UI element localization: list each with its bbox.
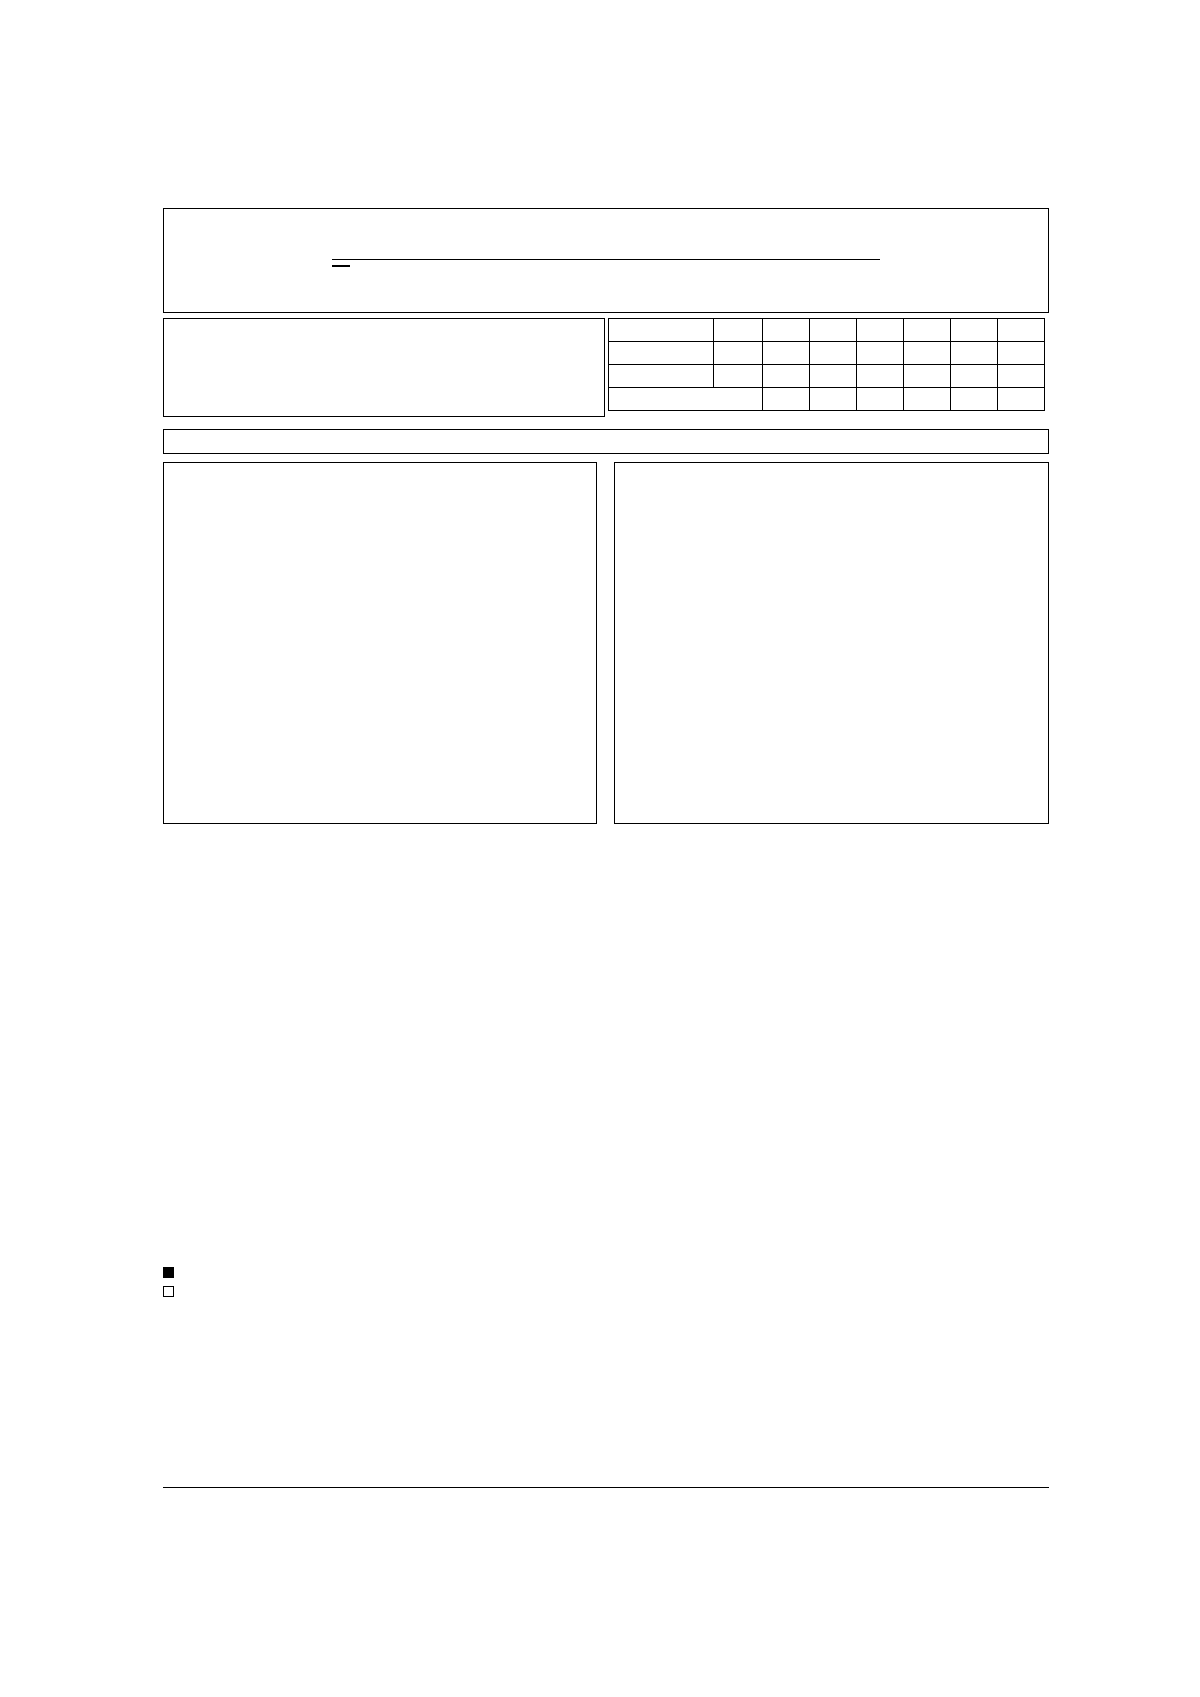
doc-code bbox=[332, 265, 350, 267]
set-duration-2 bbox=[810, 388, 857, 411]
score-header-set4 bbox=[904, 319, 951, 342]
score-row-team-b bbox=[609, 365, 1045, 388]
score-team-a-set1 bbox=[763, 342, 810, 365]
team-a-box bbox=[163, 462, 597, 824]
score-team-b-name bbox=[609, 365, 714, 388]
info-row-hall bbox=[168, 368, 600, 390]
info-row-city bbox=[168, 345, 600, 367]
score-row-team-a bbox=[609, 342, 1045, 365]
score-table bbox=[608, 318, 1045, 411]
set-duration-4 bbox=[904, 388, 951, 411]
set-duration-5 bbox=[951, 388, 998, 411]
team-b-box bbox=[614, 462, 1049, 824]
score-team-b-set5 bbox=[951, 365, 998, 388]
score-team-a-set2 bbox=[810, 342, 857, 365]
score-header-teams bbox=[609, 319, 714, 342]
referees-box bbox=[163, 429, 1049, 454]
empty-square-icon bbox=[163, 1286, 174, 1297]
set-duration-1 bbox=[763, 388, 810, 411]
score-team-a-sets bbox=[714, 342, 763, 365]
score-team-a-total bbox=[998, 342, 1045, 365]
score-header-total bbox=[998, 319, 1045, 342]
filled-square-icon bbox=[163, 1267, 174, 1278]
legend-substitute-icon bbox=[163, 1281, 177, 1300]
header-box bbox=[163, 208, 1049, 313]
legend-starting-icon bbox=[163, 1262, 177, 1281]
score-header-set1 bbox=[763, 319, 810, 342]
score-team-b-sets bbox=[714, 365, 763, 388]
score-team-b-total bbox=[998, 365, 1045, 388]
set-duration-label bbox=[609, 388, 763, 411]
score-team-a-set5 bbox=[951, 342, 998, 365]
score-header-set2 bbox=[810, 319, 857, 342]
set-duration-total bbox=[998, 388, 1045, 411]
info-row-match bbox=[168, 321, 600, 343]
info-row-duration bbox=[168, 392, 600, 414]
footer-line bbox=[163, 1487, 1049, 1488]
score-team-a-set4 bbox=[904, 342, 951, 365]
score-team-b-set2 bbox=[810, 365, 857, 388]
set-duration-row bbox=[609, 388, 1045, 411]
match-info-box bbox=[163, 318, 605, 417]
score-header-set5 bbox=[951, 319, 998, 342]
score-team-a-name bbox=[609, 342, 714, 365]
score-team-b-set3 bbox=[857, 365, 904, 388]
score-header-sets bbox=[714, 319, 763, 342]
score-header-set3 bbox=[857, 319, 904, 342]
score-team-a-set3 bbox=[857, 342, 904, 365]
set-duration-3 bbox=[857, 388, 904, 411]
score-header-row bbox=[609, 319, 1045, 342]
score-team-b-set4 bbox=[904, 365, 951, 388]
title-underline bbox=[332, 259, 880, 260]
score-team-b-set1 bbox=[763, 365, 810, 388]
